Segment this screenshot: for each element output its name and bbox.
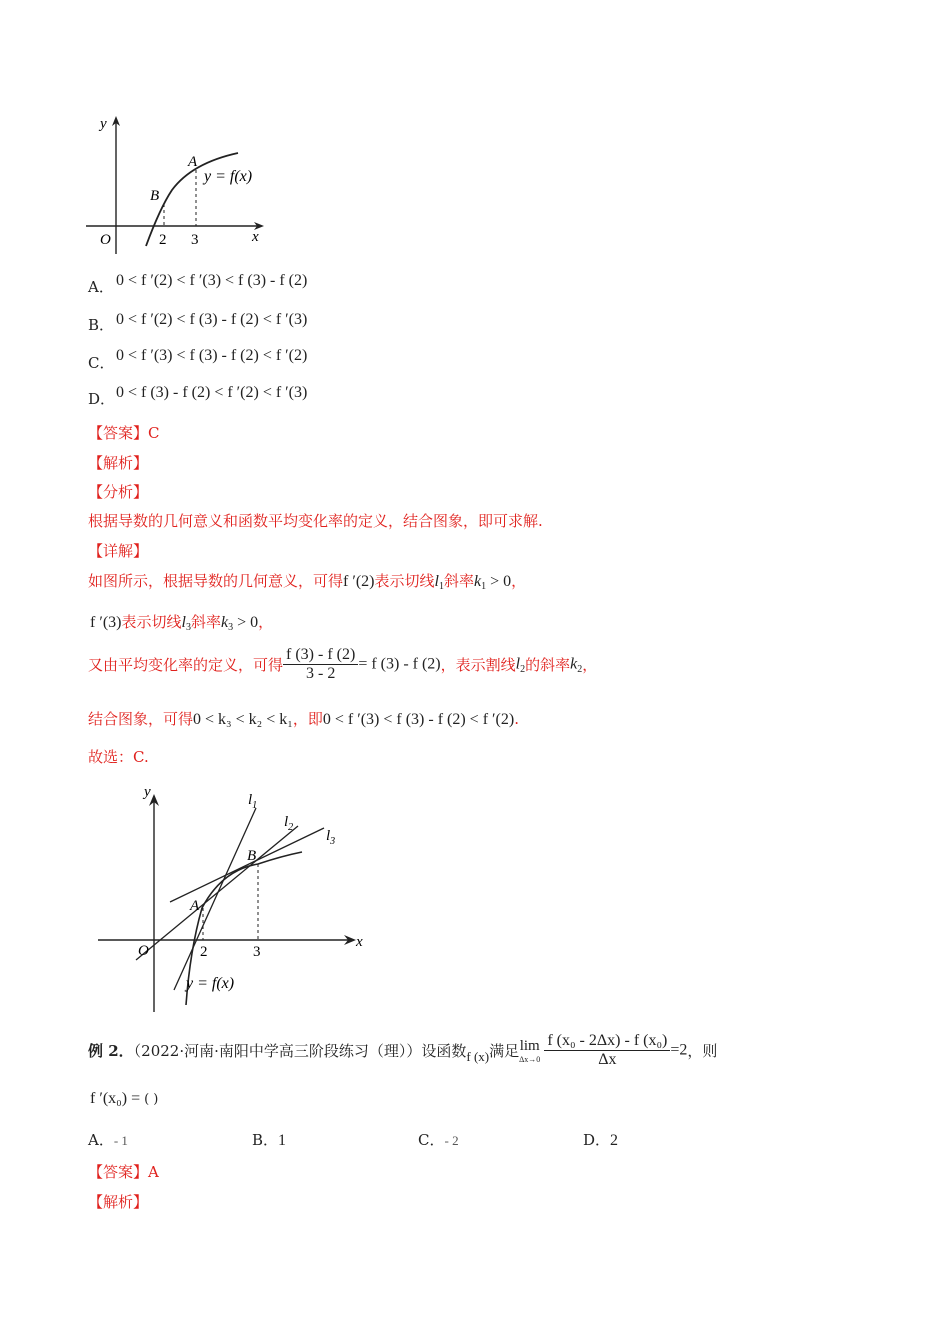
detail-tag: 【详解】 (88, 542, 149, 560)
fig1-y-label: y (100, 116, 107, 132)
figure-2 (92, 780, 382, 1015)
example-2-question: f ′(x₀) = ( ) (90, 1090, 159, 1107)
fig2-y-label: y (144, 784, 151, 800)
detail-line-5: 故选：C. (88, 748, 149, 766)
detail-line-3: 又由平均变化率的定义，可得 $\frac{f (3) - f (2)}{3 - 2}$ = f (3) - f (2)，表示割线$l_2$的斜率$k_2$， (88, 646, 598, 682)
fig1-tick-2: 2 (159, 232, 167, 248)
fig1-point-a: A (188, 154, 198, 170)
fig2-point-b: B (247, 848, 257, 864)
ex2-option-d: D．2 (583, 1131, 619, 1149)
option-c: C． (88, 354, 115, 372)
option-a: A． (88, 278, 114, 296)
detail-line-1: 如图所示，根据导数的几何意义，可得f ′(2)表示切线$l_1$斜率$k_1 > 0$， (88, 572, 527, 592)
fig1-curve-label: y = f(x) (204, 168, 253, 185)
fig2-x-label: x (356, 934, 363, 950)
fig2-tick-3: 3 (253, 944, 261, 960)
figure-1 (80, 108, 290, 256)
ex2-option-a: A．- 1 (88, 1131, 128, 1149)
fig2-tick-2: 2 (200, 944, 208, 960)
option-a-expr: 0 < f ′(2) < f ′(3) < f (3) - f (2) (116, 272, 308, 289)
detail-line-4: 结合图象，可得0 < k₃ < k₂ < k₁，即0 < f ′(3) < f (3) - f (2) < f ′(2). (88, 710, 519, 728)
ex2-analysis-tag: 【解析】 (88, 1193, 149, 1211)
fig2-point-a: A (190, 898, 200, 914)
fig2-curve-label: y = f(x) (186, 975, 235, 992)
option-c-expr: 0 < f ′(3) < f (3) - f (2) < f ′(2) (116, 347, 308, 364)
fig2-line-l3: $l_3$ (326, 828, 336, 847)
answer-1-value: C (148, 424, 160, 442)
fig2-line-l2: $l_2$ (284, 814, 294, 833)
fig1-point-b: B (150, 188, 160, 204)
fenxi-tag: 【分析】 (88, 483, 149, 501)
ex2-answer-value: A (148, 1163, 159, 1181)
example-2-stem: 例 2．（2022·河南·南阳中学高三阶段练习（理））设函数$_{f (x)}$满足 lim Δx→0 $\frac{\text{f (x₀ - 2Δx) - f (x₀)}}{\Delta x}$ =2，则 (88, 1032, 718, 1068)
fig1-x-label: x (252, 229, 259, 245)
ex2-option-b: B．1 (252, 1131, 287, 1149)
fig2-line-l1: $l_1$ (248, 792, 258, 811)
analysis-tag-1: 【解析】 (88, 454, 149, 472)
ex2-answer: 【答案】A (88, 1163, 159, 1181)
option-d-expr: 0 < f (3) - f (2) < f ′(2) < f ′(3) (116, 384, 308, 401)
option-b-expr: 0 < f ′(2) < f (3) - f (2) < f ′(3) (116, 311, 308, 328)
answer-1: 【答案】C (88, 424, 160, 442)
ex2-option-c: C．- 2 (418, 1131, 459, 1149)
fig1-tick-3: 3 (191, 232, 199, 248)
option-b: B． (88, 316, 115, 334)
fig2-origin-label: O (138, 943, 149, 959)
option-d: D． (88, 390, 116, 408)
detail-line-2: f ′(3)表示切线$l_3$斜率$k_3 > 0$， (90, 613, 274, 633)
fenxi-text: 根据导数的几何意义和函数平均变化率的定义，结合图象，即可求解. (88, 512, 543, 530)
fig1-origin-label: O (100, 232, 111, 248)
